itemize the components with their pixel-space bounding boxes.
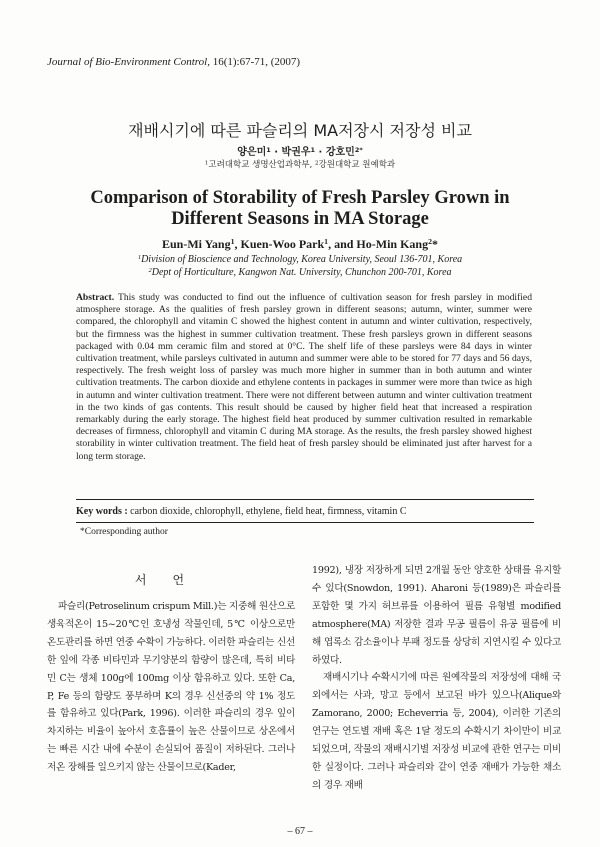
paragraph: 재배시기나 수확시기에 따른 원예작물의 저장성에 대해 국외에서는 사과, 망고 등에서 보고된 바가 있으나(Alique와 Zamorano, 2000; Echeverria 등, 2004), 이러한 기존의 연구는 연도별 재배 혹은 1달 정도의 수확시기 차이만이 비교되었으며, 작물의 재배시기별 저장성 비교에 관한 연구는 미비한 실정이다. 그러나 파슬리와 같이 연중 재배가 가능한 채소의 경우 재배 [312, 672, 561, 791]
affil-mark: 2 [428, 237, 432, 247]
author-separator: · [315, 147, 326, 158]
divider-bottom [76, 522, 534, 523]
author-name: 강호민 [325, 147, 355, 158]
title-line: Different Seasons in MA Storage [171, 209, 429, 229]
keywords [76, 506, 534, 517]
author-name: 박권우 [281, 147, 311, 158]
corresponding-star: * [432, 237, 438, 251]
korean-affiliations [0, 158, 600, 170]
affil-mark: 1 [204, 160, 209, 167]
journal-volume: 16(1):67-71, (2007) [209, 56, 301, 68]
author-name: and Ho-Min Kang [334, 237, 429, 251]
affil-mark: 1 [310, 145, 316, 154]
abstract-text: This study was conducted to find out the influence of cultivation season for fresh parsley in modified atmosphere storage. As the qualities of fresh parsley grown in different seasons; autumn, winter, summer were compared, the chlorophyll and vitamin C showed the highest content in autumn and winter cultivation, respectively, but the firmness was the highest in summer cultivation treatment. These fresh parsleys grown in different seasons packaged with 0.04 mm ceramic film and stored at 0°C. The shelf life of these parsleys were 84 days in winter cultivation treatment, while parsleys cultivated in autumn and summer were able to be stored for 77 days and 56 days, respectively. The fresh weight loss of parsley was much more higher in summer than in both autumn and winter cultivation treatments. The carbon dioxide and ethylene contents in packages in summer were more than twice as high in autumn and winter cultivation treatment. There were not different between autumn and winter cultivation treatment in the two kinds of gas contents. This result should be caused by higher field heat that increased a respiration remarkably during the early storage. The highest field heat produced by summer cultivation resulted in remarkable decreases of firmness, chlorophyll and vitamin C during MA storage. As the results, the fresh parsley showed highest storability in winter cultivation treatment. The field heat of fresh parsley should be eliminated just after harvest for a long term storage. [76, 292, 532, 462]
affil-mark: 1 [137, 253, 142, 261]
title-line: Comparison of Storability of Fresh Parsley Grown in [90, 188, 510, 208]
journal-name: Journal of Bio-Environment Control, [47, 56, 210, 68]
korean-authors [0, 143, 600, 158]
section-title: 서언 [134, 573, 211, 587]
divider-top [76, 499, 534, 500]
keywords-text: carbon dioxide, chlorophyll, ethylene, field heat, firmness, vitamin C [127, 506, 407, 517]
english-title [0, 188, 600, 230]
affil-mark: 2* [354, 145, 363, 154]
abstract [76, 292, 532, 463]
affiliation-line [0, 266, 600, 279]
author-name: Kuen-Woo Park [240, 237, 325, 251]
page-number: – 67 – [287, 826, 313, 837]
author-name: 양은미 [237, 147, 267, 158]
affil-mark: 1 [230, 237, 235, 247]
author-separator: · [270, 147, 282, 158]
abstract-label: Abstract. [76, 292, 115, 303]
affil-mark: 2 [148, 266, 152, 274]
journal-citation [47, 56, 300, 68]
paragraph: 파슬리(Petroselinum crispum Mill.)는 지중해 원산으로 생육적온이 15~20℃인 호냉성 작물인데, 5℃ 이상으로만 온도관리를 하면 연중 수확이 가능하다. 이러한 파슬리는 신선한 잎에 각종 비타민과 무기양분의 함량이 많은데, 특히 비타민 C는 생체 100g에 100mg 이상 함유하고 있다. 또한 Ca, P, Fe 등의 함량도 풍부하며 K의 경우 신선중의 약 1% 정도를 함유하고 있다(Park, 1996). 이러한 파슬리의 경우 잎이 차지하는 비율이 높아서 호흡률이 높은 산물이므로 상온에서는 빠른 시간 내에 수분이 손실되어 품질이 저하된다. 그러나 저온 장해를 일으키지 않는 산물이므로(Kader, [47, 601, 295, 774]
affil-mark: 1 [324, 237, 329, 247]
affil-mark: 2 [315, 160, 319, 167]
corresponding-note: *Corresponding author [80, 527, 168, 537]
body-left-column [47, 598, 295, 777]
english-authors: Eun-Mi Yang$^1$, Kuen-Woo Park$^1$, and Ho-Min Kang$^2$* [162, 237, 438, 251]
korean-title: 재배시기에 따른 파슬리의 MA저장시 저장성 비교 [128, 121, 472, 140]
affiliation-text: 고려대학교 생명산업과학부, [208, 160, 316, 170]
affil-mark: 1 [266, 145, 271, 154]
keywords-label: Key words : [76, 506, 128, 517]
affiliation-text: 강원대학교 원예학과 [318, 160, 396, 170]
affiliation-text: Dept of Horticulture, Kangwon Nat. University, Chunchon 200-701, Korea [151, 267, 452, 278]
body-right-column [312, 562, 561, 795]
author-name: Eun-Mi Yang [162, 237, 231, 251]
english-affiliations [0, 253, 600, 279]
affiliation-line [0, 253, 600, 266]
affiliation-text: Division of Bioscience and Technology, Korea University, Seoul 136-701, Korea [141, 254, 463, 265]
paragraph: 1992), 냉장 저장하게 되면 2개월 동안 양호한 상태를 유지할 수 있다(Snowdon, 1991). Aharoni 등(1989)은 파슬리를 포함한 몇 가지 허브류를 이용하여 필름 유형별 modified atmosphere(MA) 저장한 결과 무공 필름이 유공 필름에 비해 엽록소 감소율이나 부패 정도를 상당히 지연시킬 수 있다고 하였다. [312, 565, 561, 666]
